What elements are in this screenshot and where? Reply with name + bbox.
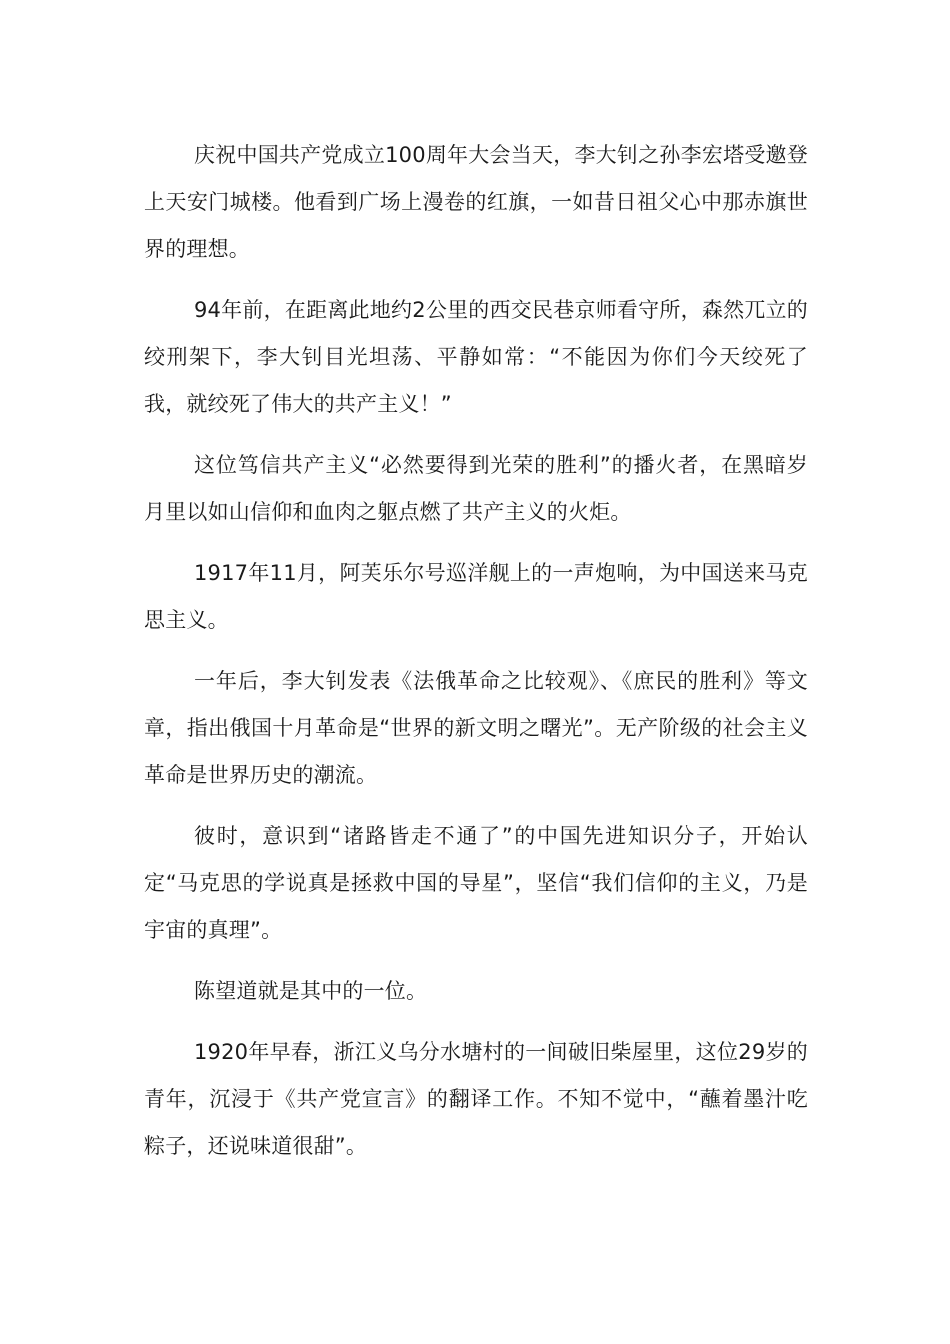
paragraph: 庆祝中国共产党成立100周年大会当天，李大钊之孙李宏塔受邀登上天安门城楼。他看到广场上漫卷的红旗，一如昔日祖父心中那赤旗世界的理想。 [144, 143, 808, 261]
paragraph: 彼时，意识到“诸路皆走不通了”的中国先进知识分子，开始认定“马克思的学说真是拯救中国的导星”，坚信“我们信仰的主义，乃是宇宙的真理”。 [144, 824, 808, 942]
paragraph: 1920年早春，浙江义乌分水塘村的一间破旧柴屋里，这位29岁的青年，沉浸于《共产党宣言》的翻译工作。不知不觉中，“蘸着墨汁吃粽子，还说味道很甜”。 [144, 1040, 808, 1158]
paragraph: 一年后，李大钊发表《法俄革命之比较观》、《庶民的胜利》等文章，指出俄国十月革命是“世界的新文明之曙光”。无产阶级的社会主义革命是世界历史的潮流。 [144, 669, 808, 787]
paragraph: 94年前，在距离此地约2公里的西交民巷京师看守所，森然兀立的绞刑架下，李大钊目光坦荡、平静如常：“不能因为你们今天绞死了我，就绞死了伟大的共产主义！” [144, 298, 808, 416]
paragraph: 这位笃信共产主义“必然要得到光荣的胜利”的播火者，在黑暗岁月里以如山信仰和血肉之躯点燃了共产主义的火炬。 [144, 453, 808, 524]
paragraph: 陈望道就是其中的一位。 [194, 979, 428, 1003]
paragraph: 1917年11月，阿芙乐尔号巡洋舰上的一声炮响，为中国送来马克思主义。 [144, 561, 808, 632]
document-body [144, 132, 808, 1184]
